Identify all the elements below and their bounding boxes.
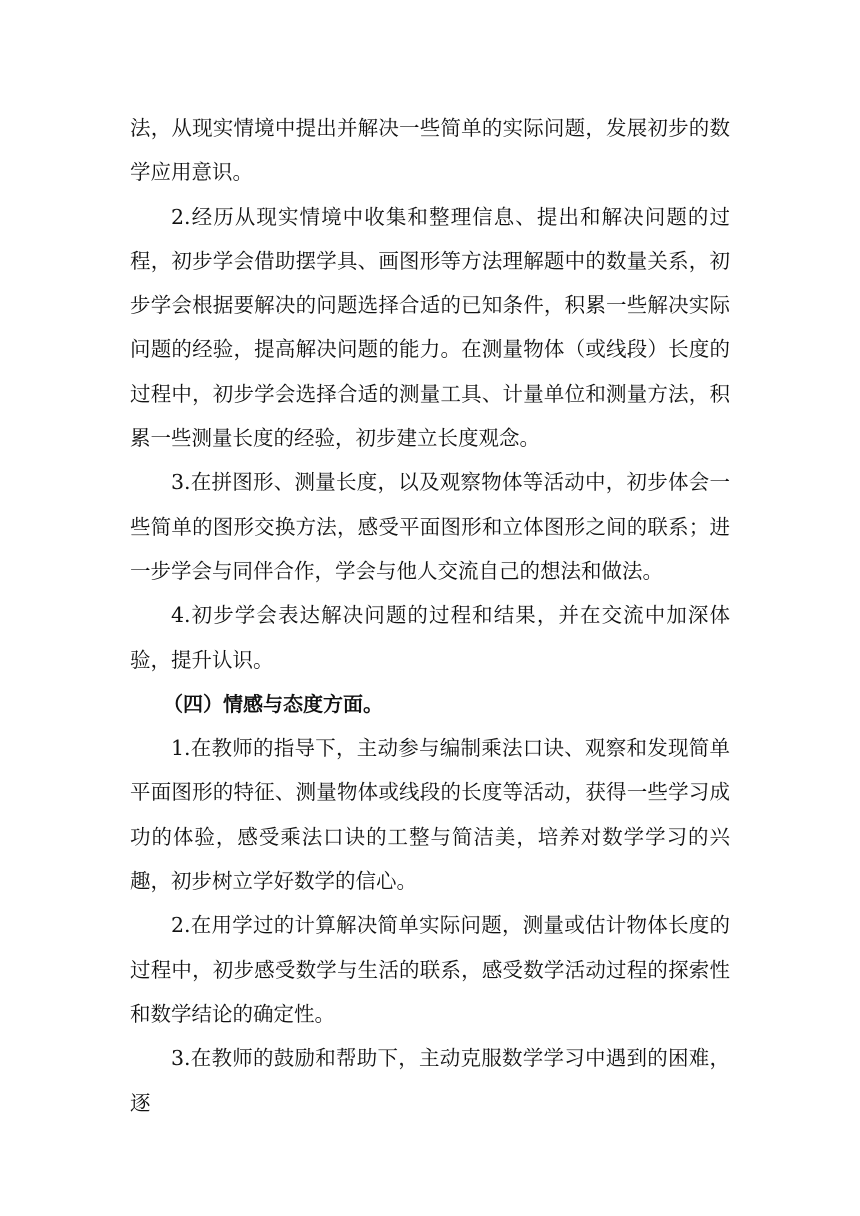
paragraph-continuation: 法，从现实情境中提出并解决一些简单的实际问题，发展初步的数学应用意识。 bbox=[130, 116, 730, 185]
section-heading: （四）情感与态度方面。 bbox=[163, 691, 383, 716]
paragraph-attitude-3: 3.在教师的鼓励和帮助下，主动克服数学学习中遇到的困难，逐 bbox=[130, 1046, 730, 1115]
paragraph-item-4: 4.初步学会表达解决问题的过程和结果，并在交流中加深体验，提升认识。 bbox=[130, 603, 730, 672]
paragraph-item-3: 3.在拼图形、测量长度，以及观察物体等活动中，初步体会一些简单的图形交换方法，感受平面图形和立体图形之间的联系；进一步学会与同伴合作，学会与他人交流自己的想法和做法。 bbox=[130, 470, 730, 583]
paragraph-attitude-1: 1.在教师的指导下，主动参与编制乘法口诀、观察和发现简单平面图形的特征、测量物体或线段的长度等活动，获得一些学习成功的体验，感受乘法口诀的工整与简洁美，培养对数学学习的兴趣，初步树立学好数学的信心。 bbox=[130, 736, 730, 894]
document-body bbox=[130, 106, 730, 1125]
paragraph-item-2: 2.经历从现实情境中收集和整理信息、提出和解决问题的过程，初步学会借助摆学具、画图形等方法理解题中的数量关系，初步学会根据要解决的问题选择合适的已知条件，积累一些解决实际问题的经验，提高解决问题的能力。在测量物体（或线段）长度的过程中，初步学会选择合适的测量工具、计量单位和测量方法，积累一些测量长度的经验，初步建立长度观念。 bbox=[130, 204, 730, 451]
paragraph-attitude-2: 2.在用学过的计算解决简单实际问题，测量或估计物体长度的过程中，初步感受数学与生活的联系，感受数学活动过程的探索性和数学结论的确定性。 bbox=[130, 913, 730, 1026]
